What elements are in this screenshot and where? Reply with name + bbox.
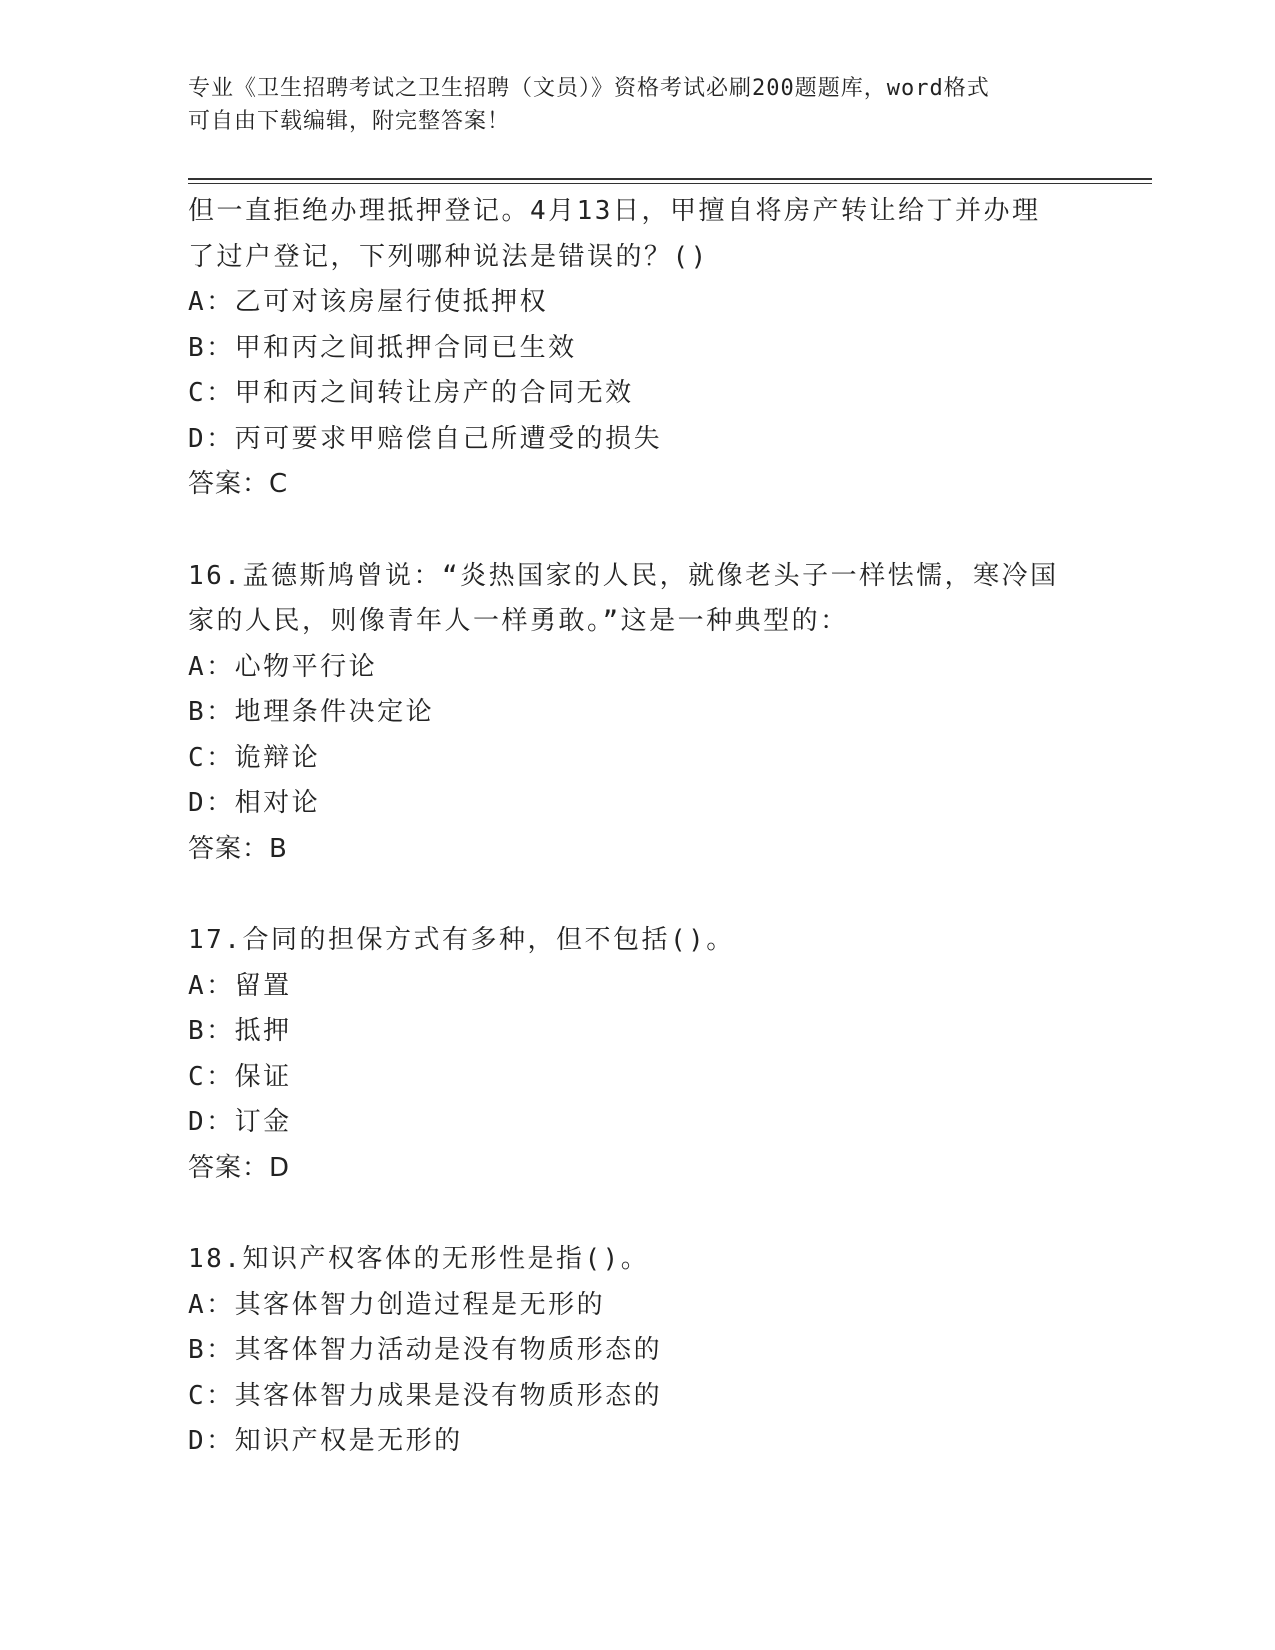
question-list — [188, 189, 1108, 1465]
question-stem-line: 16.孟德斯鸠曾说：“炎热国家的人民，就像老头子一样怯懦，寒冷国 — [188, 560, 1059, 591]
option-c: C：保证 — [188, 1061, 292, 1092]
option-c: C：其客体智力成果是没有物质形态的 — [188, 1380, 663, 1411]
header-line-2: 可自由下载编辑，附完整答案！ — [188, 109, 511, 134]
option-a: A：乙可对该房屋行使抵押权 — [188, 287, 549, 317]
option-c: C：甲和丙之间转让房产的合同无效 — [188, 378, 634, 408]
question-stem-line: 但一直拒绝办理抵押登记。4月13日，甲擅自将房产转让给丁并办理 — [188, 196, 1041, 226]
option-b: B：抵押 — [188, 1016, 292, 1046]
option-d: D：相对论 — [188, 788, 321, 818]
header-rule-thin — [188, 183, 1152, 184]
question-stem-line: 17.合同的担保方式有多种，但不包括()。 — [188, 925, 735, 955]
spacer — [188, 872, 1108, 918]
option-d: D：知识产权是无形的 — [188, 1426, 463, 1456]
option-b: B：地理条件决定论 — [188, 697, 435, 727]
question-block-16 — [188, 554, 1108, 873]
option-d: D：订金 — [188, 1107, 292, 1137]
header-rule-thick — [188, 178, 1152, 180]
option-a: A：心物平行论 — [188, 651, 378, 682]
question-stem-line: 家的人民，则像青年人一样勇敢。”这是一种典型的： — [188, 606, 849, 636]
question-block-18 — [188, 1237, 1108, 1465]
question-stem-line: 18.知识产权客体的无形性是指()。 — [188, 1244, 650, 1274]
answer-line: 答案：D — [188, 1152, 291, 1183]
answer-line: 答案：B — [188, 833, 288, 864]
option-b: B：甲和丙之间抵押合同已生效 — [188, 332, 577, 363]
option-c: C：诡辩论 — [188, 742, 321, 773]
option-a: A：其客体智力创造过程是无形的 — [188, 1289, 606, 1320]
option-b: B：其客体智力活动是没有物质形态的 — [188, 1335, 663, 1365]
question-block-continued — [188, 189, 1108, 508]
answer-line: 答案：C — [188, 469, 289, 499]
spacer — [188, 508, 1108, 554]
question-stem-line: 了过户登记，下列哪种说法是错误的？() — [188, 241, 709, 272]
spacer — [188, 1191, 1108, 1237]
question-block-17 — [188, 918, 1108, 1191]
option-d: D：丙可要求甲赔偿自己所遭受的损失 — [188, 423, 663, 454]
page-header — [188, 72, 1088, 138]
option-a: A：留置 — [188, 970, 292, 1001]
header-line-1: 专业《卫生招聘考试之卫生招聘（文员）》资格考试必刷200题题库，word格式 — [188, 76, 990, 101]
